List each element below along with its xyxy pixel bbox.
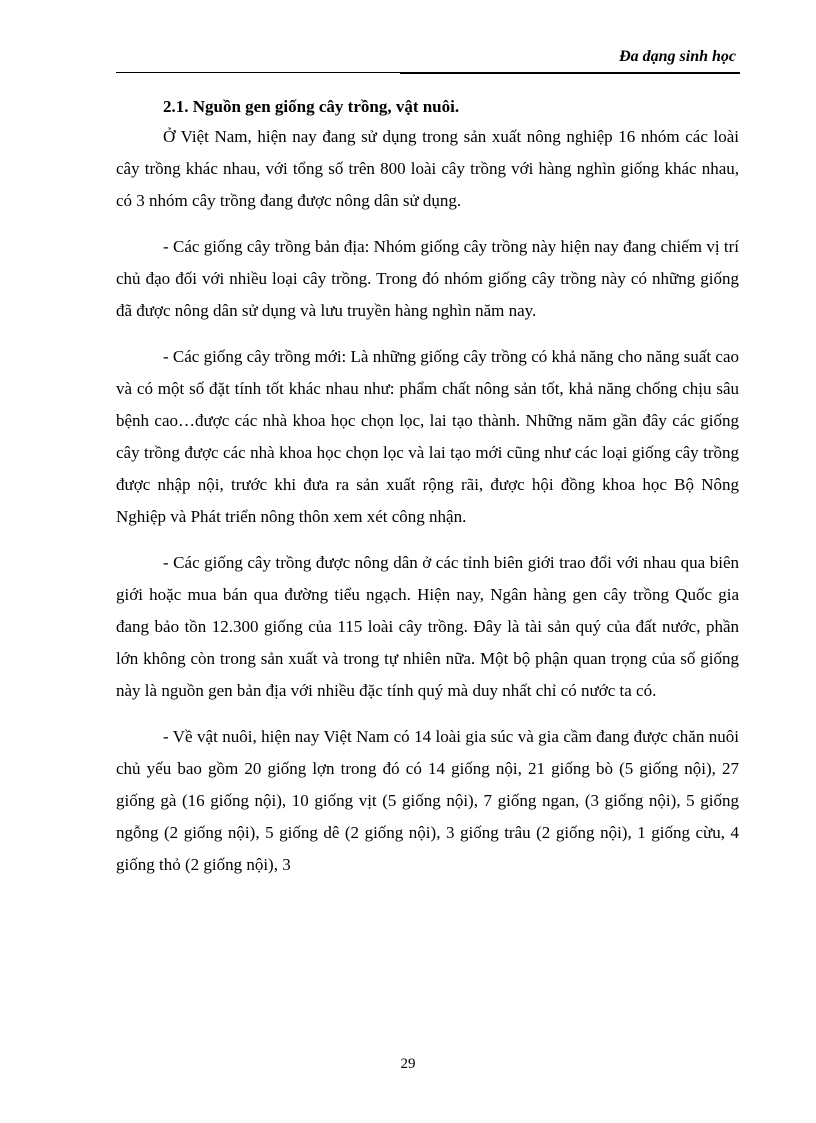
page-body — [116, 92, 739, 895]
page-number: 29 — [400, 1056, 416, 1072]
paragraph-border-crops: - Các giống cây trồng được nông dân ở các tỉnh biên giới trao đổi với nhau qua biên giới hoặc mua bán qua đường tiểu ngạch. Hiện nay, Ngân hàng gen cây trồng Quốc gia đang bảo tồn 12.300 giống của 115 loài cây trồng. Đây là tài sản quý của đất nước, phần lớn không còn trong sản xuất và trong tự nhiên nữa. Một bộ phận quan trọng của số giống này là nguồn gen bản địa với nhiều đặc tính quý mà duy nhất chỉ có nước ta có. — [116, 553, 739, 700]
paragraph-native-crops: - Các giống cây trồng bản địa: Nhóm giống cây trồng này hiện nay đang chiếm vị trí chủ đạo đối với nhiều loại cây trồng. Trong đó nhóm giống cây trồng này có những giống đã được nông dân sử dụng và lưu truyền hàng nghìn năm nay. — [116, 237, 739, 320]
paragraph-intro: Ở Việt Nam, hiện nay đang sử dụng trong sản xuất nông nghiệp 16 nhóm các loài cây trồng khác nhau, với tổng số trên 800 loài cây trồng với hàng nghìn giống khác nhau, có 3 nhóm cây trồng đang được nông dân sử dụng. — [116, 127, 739, 210]
paragraph-livestock: - Về vật nuôi, hiện nay Việt Nam có 14 loài gia súc và gia cầm đang được chăn nuôi chủ yếu bao gồm 20 giống lợn trong đó có 14 giống nội, 21 giống bò (5 giống nội), 27 giống gà (16 giống nội), 10 giống vịt (5 giống nội), 7 giống ngan, (3 giống nội), 5 giống ngỗng (2 giống nội), 5 giống dê (2 giống nội), 3 giống trâu (2 giống nội), 1 giống cừu, 4 giống thỏ (2 giống nội), 3 — [116, 727, 739, 874]
header-rule-accent — [400, 72, 740, 74]
running-header-title: Đa dạng sinh học — [619, 48, 736, 65]
paragraph-new-crops: - Các giống cây trồng mới: Là những giống cây trồng có khả năng cho năng suất cao và có một số đặt tính tốt khác nhau như: phẩm chất nông sản tốt, khả năng chống chịu sâu bệnh cao…được các nhà khoa học chọn lọc, lai tạo thành. Những năm gần đây các giống cây trồng được các nhà khoa học chọn lọc và lai tạo mới cũng như các loại giống cây trồng được nhập nội, trước khi đưa ra sản xuất rộng rãi, được hội đồng khoa học Bộ Nông Nghiệp và Phát triển nông thôn xem xét công nhận. — [116, 347, 739, 526]
section-heading: 2.1. Nguồn gen giống cây trồng, vật nuôi. — [163, 97, 460, 116]
